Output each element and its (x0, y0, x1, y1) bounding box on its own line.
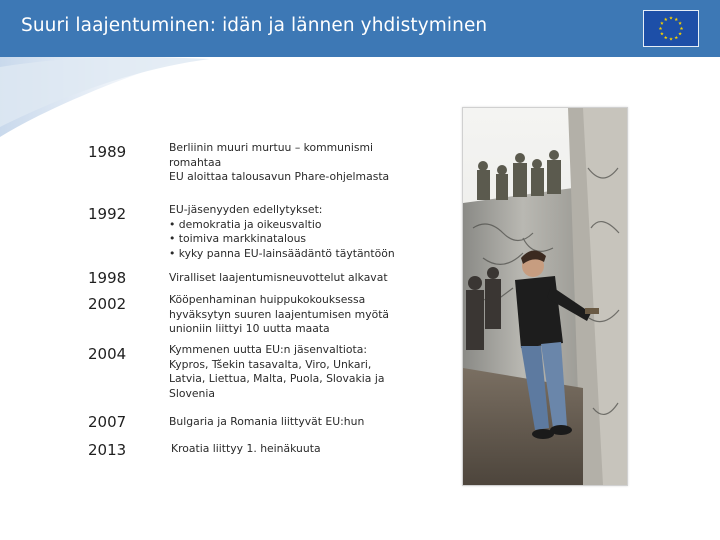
description-line: Kööpenhaminan huippukokouksessa (169, 293, 366, 306)
flag-star (664, 18, 668, 21)
timeline-description (169, 271, 439, 286)
berlin-wall-photo (462, 107, 628, 486)
description-line: EU-jäsenyyden edellytykset: (169, 203, 323, 216)
description-line: Latvia, Liettua, Malta, Puola, Slovakia ja (169, 372, 385, 386)
timeline-description (169, 415, 439, 430)
title-bar (0, 0, 720, 57)
description-line: Slovenia (169, 386, 215, 400)
year-label: 1989 (88, 143, 127, 161)
description-line: • kyky panna EU-lainsäädäntö täytäntöön (169, 246, 395, 260)
flag-star (659, 27, 663, 30)
flag-star (669, 37, 673, 40)
eu-flag-icon (644, 11, 698, 46)
flag-star (678, 32, 682, 35)
timeline-description (169, 203, 439, 261)
flag-star (660, 21, 664, 24)
year-label: 1992 (88, 205, 127, 223)
flag-star (664, 36, 668, 39)
description-line: Bulgaria ja Romania liittyvät EU:hun (169, 415, 365, 428)
description-line: unioniin liittyi 10 uutta maata (169, 322, 330, 336)
description-line: • demokratia ja oikeusvaltio (169, 217, 322, 231)
timeline-description (169, 343, 439, 401)
description-line: Kymmenen uutta EU:n jäsenvaltiota: (169, 343, 368, 356)
timeline-description (171, 442, 441, 457)
flag-star (680, 27, 684, 30)
timeline-description (169, 141, 439, 185)
flag-star (674, 18, 678, 21)
year-label: 1998 (88, 269, 127, 287)
description-line: • toimiva markkinatalous (169, 232, 307, 246)
description-line: EU aloittaa talousavun Phare-ohjelmasta (169, 170, 390, 184)
page-title: Suuri laajentuminen: idän ja lännen yhdistyminen (21, 15, 488, 36)
description-line: Kroatia liittyy 1. heinäkuuta (171, 442, 321, 455)
description-line: hyväksytyn suuren laajentumisen myötä (169, 307, 390, 321)
flag-star (678, 21, 682, 24)
description-line: Viralliset laajentumisneuvottelut alkavat (169, 271, 388, 284)
flag-star (674, 36, 678, 39)
description-line: romahtaa (169, 155, 222, 169)
timeline-description (169, 293, 439, 337)
year-label: 2013 (88, 441, 127, 459)
flag-star (660, 32, 664, 35)
description-line: Berliinin muuri murtuu – kommunismi (169, 141, 373, 154)
description-line: Kypros, Tšekin tasavalta, Viro, Unkari, (169, 357, 372, 371)
flag-star (669, 16, 673, 19)
year-label: 2004 (88, 345, 127, 363)
year-label: 2007 (88, 413, 127, 431)
year-label: 2002 (88, 295, 127, 313)
